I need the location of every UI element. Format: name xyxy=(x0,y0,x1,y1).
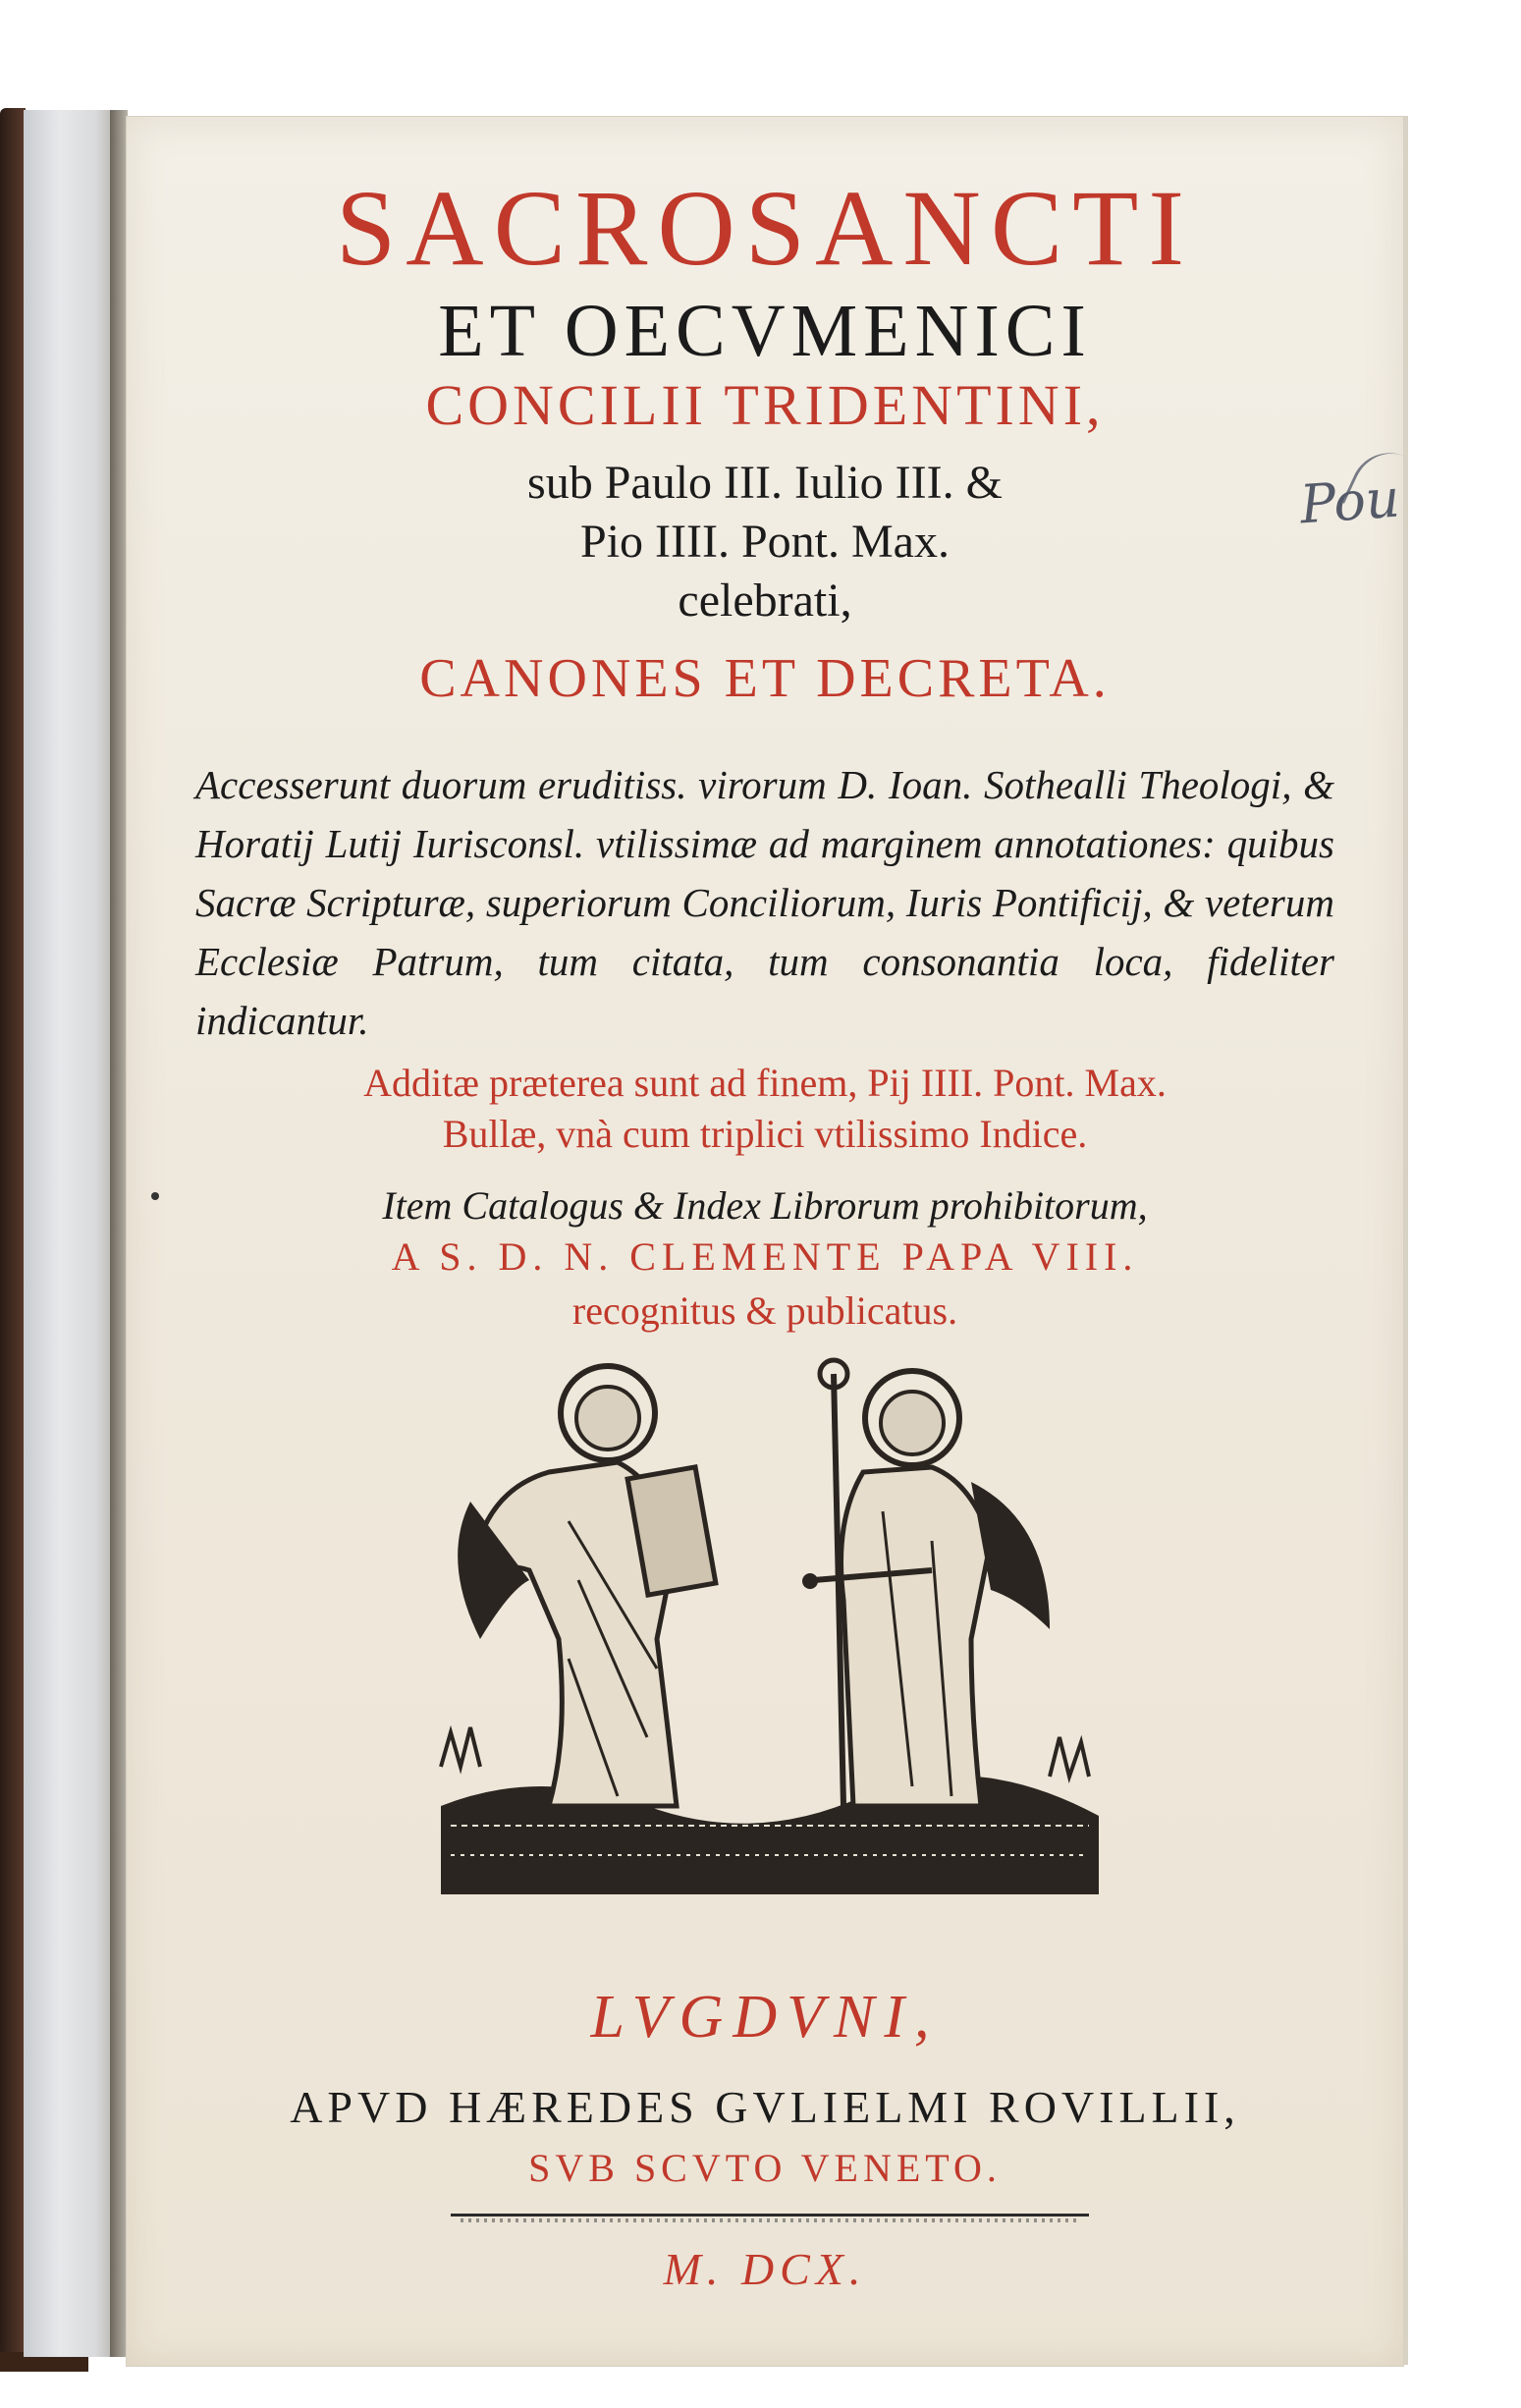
ink-dot xyxy=(151,1192,159,1200)
addita-line-2: Bullæ, vnà cum triplici vtilissimo Indice. xyxy=(442,1112,1088,1156)
imprint-printer: APVD HÆREDES GVLIELMI ROVILLII, xyxy=(290,2082,1240,2132)
title-line-4: sub Paulo III. Iulio III. & xyxy=(527,457,1003,509)
divider-rule xyxy=(451,2214,1089,2216)
item-line-3: recognitus & publicatus. xyxy=(571,1288,958,1333)
woodcut-illustration xyxy=(421,1344,1118,1924)
item-line-2: A S. D. N. CLEMENTE PAPA VIII. xyxy=(391,1234,1139,1279)
divider-dots xyxy=(461,2218,1079,2222)
title-line-5: Pio IIII. Pont. Max. xyxy=(580,516,950,568)
title-page xyxy=(126,116,1404,2367)
imprint-place: LVGDVNI, xyxy=(590,1984,940,2051)
title-line-6: celebrati, xyxy=(678,575,852,627)
left-page-edge xyxy=(24,110,116,2357)
handwritten-annotation: Pou xyxy=(1297,466,1402,536)
imprint-sign: SVB SCVTO VENETO. xyxy=(528,2146,1002,2190)
book-cover-edge xyxy=(0,108,26,2357)
title-line-1: SACROSANCTI xyxy=(335,168,1195,288)
imprint-date: M. DCX. xyxy=(663,2244,867,2294)
title-line-3: CONCILII TRIDENTINI, xyxy=(425,373,1105,437)
annotations-paragraph: Accesserunt duorum eruditiss. virorum D. Ioan. Sothealli Theologi, & Horatij Lutij Iurisconsl. vtilissimæ ad marginem annotationes: quibus Sacræ Scripturæ, superiorum Conciliorum, Iuris Pontificij, & veterum Ecclesiæ Patrum, tum citata, tum consonantia loca, fideliter indicantur. xyxy=(195,762,1334,1043)
title-line-2: ET OECVMENICI xyxy=(438,290,1092,372)
title-line-7: CANONES ET DECRETA. xyxy=(419,648,1111,709)
item-line-1: Item Catalogus & Index Librorum prohibitorum, xyxy=(382,1183,1148,1228)
addita-line-1: Additæ præterea sunt ad finem, Pij IIII. Pont. Max. xyxy=(363,1061,1167,1105)
